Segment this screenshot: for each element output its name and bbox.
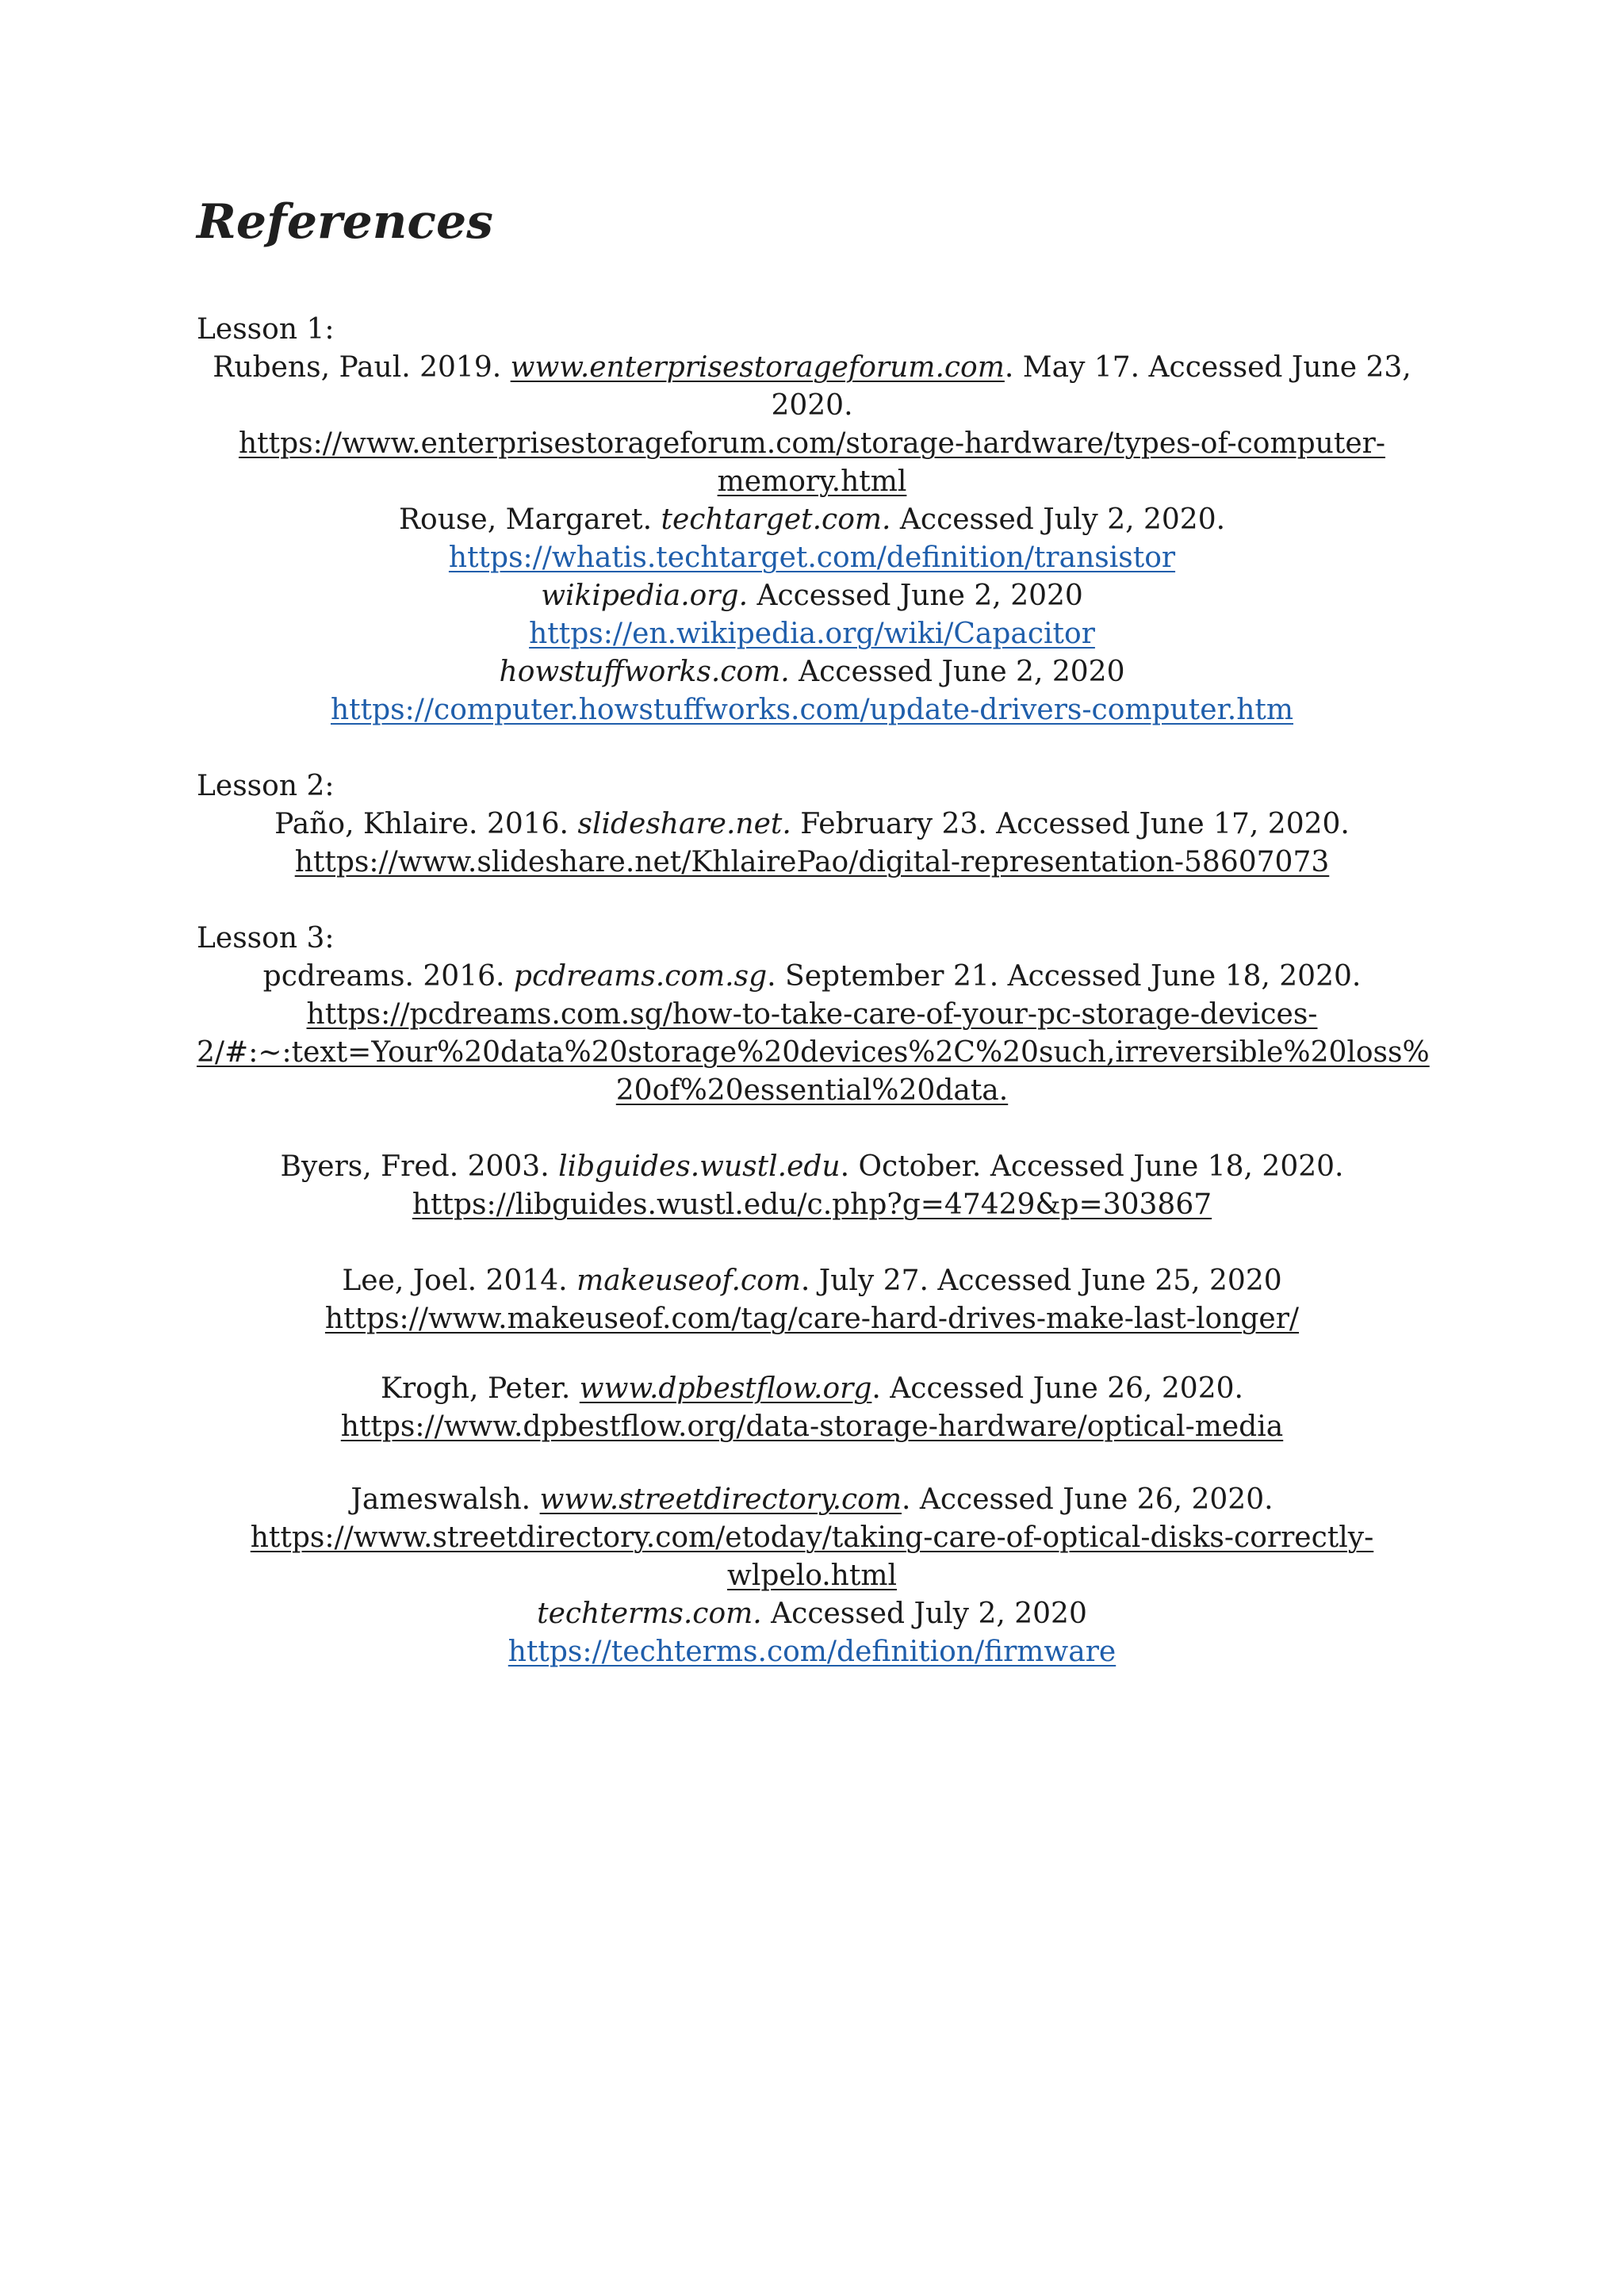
reference-krogh: Krogh, Peter. www.dpbestflow.org. Accessed June 26, 2020. (381, 1372, 1243, 1405)
reference-byers: Byers, Fred. 2003. libguides.wustl.edu. October. Accessed June 18, 2020. (280, 1150, 1344, 1183)
reference-site: slideshare.net. (577, 808, 791, 840)
reference-howstuffworks: howstuffworks.com. Accessed June 2, 2020 (499, 656, 1125, 688)
reference-link[interactable]: https://www.enterprisestorageforum.com/storage-hardware/types-of-computer- (238, 427, 1385, 460)
reference-link[interactable]: https://www.dpbestflow.org/data-storage-hardware/optical-media (340, 1410, 1284, 1443)
reference-lee: Lee, Joel. 2014. makeuseof.com. July 27. Accessed June 25, 2020 (342, 1265, 1282, 1297)
reference-jameswalsh: Jameswalsh. www.streetdirectory.com. Accessed June 26, 2020. (350, 1483, 1274, 1516)
lesson-1-heading: Lesson 1: (197, 313, 335, 346)
reference-rouse: Rouse, Margaret. techtarget.com. Accessed July 2, 2020. (398, 503, 1226, 536)
reference-link[interactable]: https://techterms.com/definition/firmware (508, 1636, 1116, 1668)
reference-rubens: Rubens, Paul. 2019. www.enterprisestorageforum.com. May 17. Accessed June 23, (213, 351, 1411, 384)
reference-site: techtarget.com. (661, 503, 891, 536)
reference-site: makeuseof.com (576, 1265, 801, 1297)
reference-site: howstuffworks.com. (499, 656, 790, 688)
reference-link[interactable]: https://whatis.techtarget.com/definition/transistor (448, 541, 1176, 574)
reference-link[interactable]: memory.html (717, 465, 907, 498)
reference-link[interactable]: https://computer.howstuffworks.com/update-drivers-computer.htm (331, 694, 1293, 726)
lesson-3-heading: Lesson 3: (197, 922, 335, 955)
reference-site: www.dpbestflow.org (579, 1372, 872, 1405)
reference-techterms: techterms.com. Accessed July 2, 2020 (537, 1598, 1087, 1630)
reference-link[interactable]: 2/#:~:text=Your%20data%20storage%20devices%2C%20such,irreversible%20loss% (197, 1036, 1430, 1069)
reference-site: www.streetdirectory.com (539, 1483, 902, 1516)
reference-link[interactable]: https://www.slideshare.net/KhlairePao/digital-representation-58607073 (294, 846, 1330, 878)
reference-link[interactable]: https://pcdreams.com.sg/how-to-take-care-of-your-pc-storage-devices- (306, 998, 1318, 1031)
page-title: References (197, 194, 493, 250)
reference-link[interactable]: 20of%20essential%20data. (615, 1074, 1009, 1107)
reference-site: wikipedia.org. (541, 580, 749, 612)
reference-line: 2020. (771, 389, 853, 422)
reference-link[interactable]: wlpelo.html (727, 1559, 897, 1592)
reference-link[interactable]: https://www.makeuseof.com/tag/care-hard-drives-make-last-longer/ (324, 1303, 1300, 1335)
reference-pano: Paño, Khlaire. 2016. slideshare.net. February 23. Accessed June 17, 2020. (274, 808, 1350, 840)
reference-link[interactable]: https://www.streetdirectory.com/etoday/taking-care-of-optical-disks-correctly- (250, 1521, 1374, 1554)
reference-link[interactable]: https://en.wikipedia.org/wiki/Capacitor (529, 618, 1095, 650)
reference-site: libguides.wustl.edu (558, 1150, 841, 1183)
references-list (197, 311, 1430, 1671)
lesson-2-heading: Lesson 2: (197, 770, 335, 802)
reference-site: pcdreams.com.sg (513, 960, 768, 993)
reference-pcdreams: pcdreams. 2016. pcdreams.com.sg. September 21. Accessed June 18, 2020. (262, 960, 1362, 993)
reference-wikipedia: wikipedia.org. Accessed June 2, 2020 (541, 580, 1083, 612)
reference-site: techterms.com. (537, 1598, 762, 1630)
reference-site: www.enterprisestorageforum.com (510, 351, 1005, 384)
reference-link[interactable]: https://libguides.wustl.edu/c.php?g=47429&p=303867 (412, 1188, 1212, 1221)
